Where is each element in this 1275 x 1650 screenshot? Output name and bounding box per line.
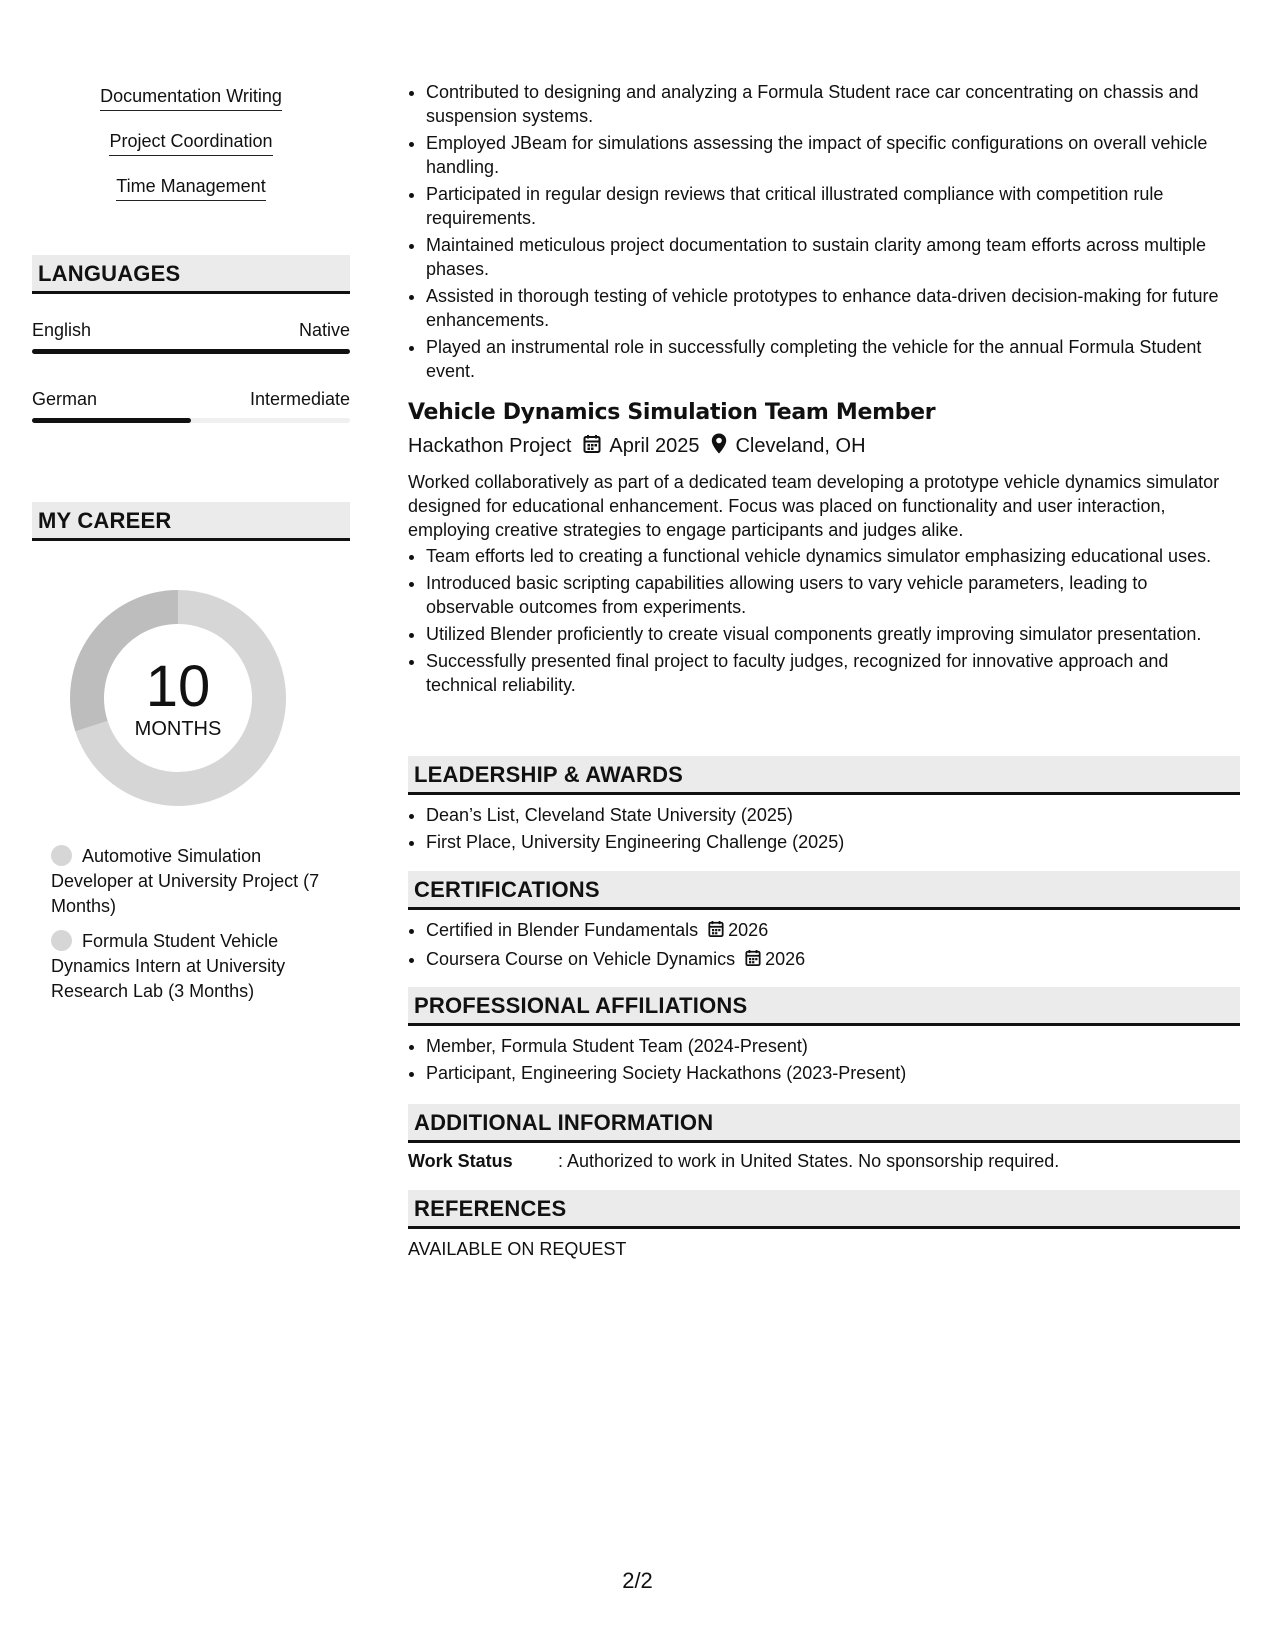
list-item: • Introduced basic scripting capabilities allowing users to vary vehicle parameters, leading to observable outcomes from experiments.	[426, 571, 1240, 619]
skill-item: Project Coordination	[109, 131, 272, 156]
legend-dot-icon	[51, 845, 72, 866]
certifications-heading: CERTIFICATIONS	[408, 871, 1240, 910]
job-date: April 2025	[609, 435, 700, 457]
career-legend-item	[51, 844, 331, 919]
skill-item: Documentation Writing	[100, 86, 282, 111]
skill-item: Time Management	[116, 176, 265, 201]
job2-entry	[408, 400, 1240, 700]
certification-name: Coursera Course on Vehicle Dynamics	[426, 949, 736, 969]
languages-heading: LANGUAGES	[32, 255, 350, 294]
work-status-label: Work Status	[408, 1151, 513, 1171]
job-description: Worked collaboratively as part of a dedicated team developing a prototype vehicle dynamics simulator designed for educational enhancement. Focus was placed on functionality and user interaction, employing creative strategies to engage participants and judges alike.	[408, 472, 1220, 540]
career-heading: MY CAREER	[32, 502, 350, 541]
language-level: Native	[298, 320, 350, 340]
career-legend-item	[51, 929, 331, 1004]
job-meta	[408, 433, 1240, 460]
list-item: • Team efforts led to creating a functional vehicle dynamics simulator emphasizing educational uses.	[426, 544, 1240, 568]
language-proficiency-fill	[32, 418, 191, 423]
certifications-section	[408, 871, 1240, 976]
list-item: • Employed JBeam for simulations assessing the impact of specific configurations on overall vehicle handling.	[426, 131, 1240, 179]
job1-bullets	[408, 80, 1240, 386]
leadership-heading: LEADERSHIP & AWARDS	[408, 756, 1240, 795]
list-item	[426, 918, 1240, 944]
certification-year: 2026	[765, 949, 806, 969]
calendar-icon	[583, 434, 601, 460]
references-text: AVAILABLE ON REQUEST	[408, 1239, 627, 1259]
list-item: • First Place, University Engineering Challenge (2025)	[426, 830, 1240, 854]
language-proficiency-bar	[32, 349, 350, 354]
language-item-english	[32, 320, 350, 354]
location-pin-icon	[711, 433, 727, 460]
list-item: • Dean’s List, Cleveland State University (2025)	[426, 803, 1240, 827]
list-item: • Contributed to designing and analyzing a Formula Student race car concentrating on chassis and suspension systems.	[426, 80, 1240, 128]
language-proficiency-bar	[32, 418, 350, 423]
list-item: • Played an instrumental role in successfully completing the vehicle for the annual Formula Student event.	[426, 335, 1240, 383]
list-item	[426, 947, 1240, 973]
list-item: • Participant, Engineering Society Hackathons (2023-Present)	[426, 1061, 1240, 1085]
job-title: Vehicle Dynamics Simulation Team Member	[408, 400, 936, 425]
career-section	[32, 502, 350, 541]
job-company: Hackathon Project	[408, 435, 572, 457]
career-total-unit: MONTHS	[134, 718, 222, 740]
work-status-row	[408, 1151, 1240, 1172]
affiliations-heading: PROFESSIONAL AFFILIATIONS	[408, 987, 1240, 1026]
affiliations-section	[408, 987, 1240, 1088]
career-total-value: 10	[145, 654, 211, 719]
legend-dot-icon	[51, 930, 72, 951]
calendar-icon	[745, 949, 761, 973]
career-legend	[51, 844, 331, 1014]
list-item: • Successfully presented final project to faculty judges, recognized for innovative approach and technical reliability.	[426, 649, 1240, 697]
list-item: • Utilized Blender proficiently to create visual components greatly improving simulator presentation.	[426, 622, 1240, 646]
languages-section	[32, 255, 350, 294]
language-name: English	[32, 320, 92, 340]
list-item: • Participated in regular design reviews that critical illustrated compliance with competition rule requirements.	[426, 182, 1240, 230]
language-level: Intermediate	[249, 389, 350, 409]
calendar-icon	[708, 920, 724, 944]
list-item: • Maintained meticulous project documentation to sustain clarity among team efforts across multiple phases.	[426, 233, 1240, 281]
references-section	[408, 1190, 1240, 1260]
career-legend-label: Automotive Simulation Developer at University Project (7 Months)	[51, 846, 320, 916]
job-location: Cleveland, OH	[735, 435, 866, 457]
certification-year: 2026	[728, 920, 769, 940]
page-number: 2/2	[622, 1568, 653, 1593]
leadership-section	[408, 756, 1240, 857]
work-status-value: : Authorized to work in United States. No sponsorship required.	[558, 1151, 1060, 1171]
skills-list	[32, 86, 350, 221]
list-item: • Assisted in thorough testing of vehicle prototypes to enhance data-driven decision-making for future enhancements.	[426, 284, 1240, 332]
additional-info-section	[408, 1104, 1240, 1172]
language-proficiency-fill	[32, 349, 350, 354]
additional-info-heading: ADDITIONAL INFORMATION	[408, 1104, 1240, 1143]
career-legend-label: Formula Student Vehicle Dynamics Intern at University Research Lab (3 Months)	[51, 931, 286, 1001]
certification-name: Certified in Blender Fundamentals	[426, 920, 699, 940]
language-name: German	[32, 389, 98, 409]
career-donut-chart	[66, 586, 290, 810]
list-item: • Member, Formula Student Team (2024-Present)	[426, 1034, 1240, 1058]
language-item-german	[32, 389, 350, 423]
references-heading: REFERENCES	[408, 1190, 1240, 1229]
